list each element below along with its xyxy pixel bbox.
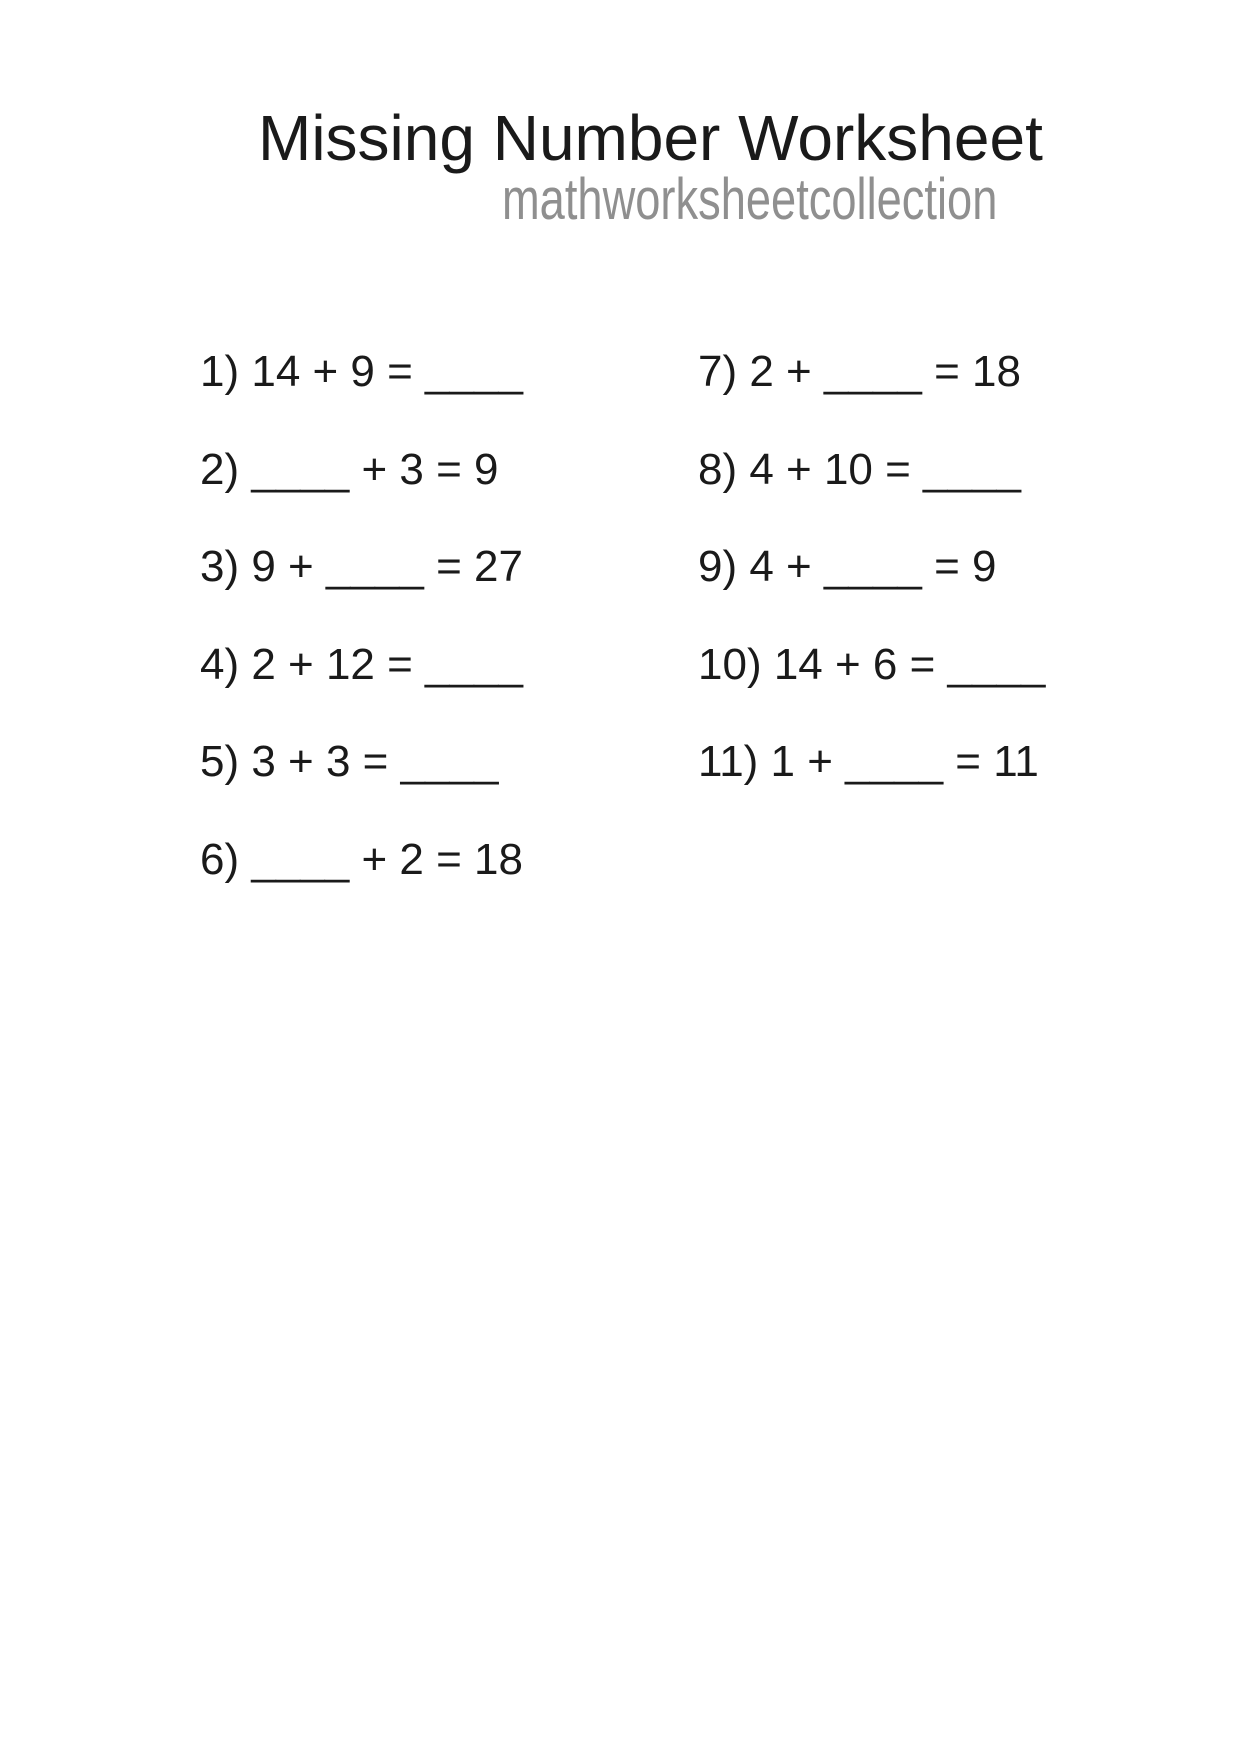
problem-item: 3) 9 + ____ = 27 xyxy=(200,542,523,591)
problem-item: 10) 14 + 6 = ____ xyxy=(698,639,1046,689)
page-title: Missing Number Worksheet xyxy=(258,102,1043,174)
problem-item: 8) 4 + 10 = ____ xyxy=(698,444,1021,494)
problem-item: 2) ____ + 3 = 9 xyxy=(200,444,499,494)
problem-item: 11) 1 + ____ = 11 xyxy=(698,737,1039,786)
problem-item: 1) 14 + 9 = ____ xyxy=(200,347,523,396)
problem-item: 4) 2 + 12 = ____ xyxy=(200,639,523,689)
page-subtitle: mathworksheetcollection xyxy=(502,167,998,232)
problem-item: 9) 4 + ____ = 9 xyxy=(698,542,997,591)
problem-item: 7) 2 + ____ = 18 xyxy=(698,347,1021,396)
problem-item: 5) 3 + 3 = ____ xyxy=(200,737,499,786)
problem-item: 6) ____ + 2 = 18 xyxy=(200,834,523,884)
